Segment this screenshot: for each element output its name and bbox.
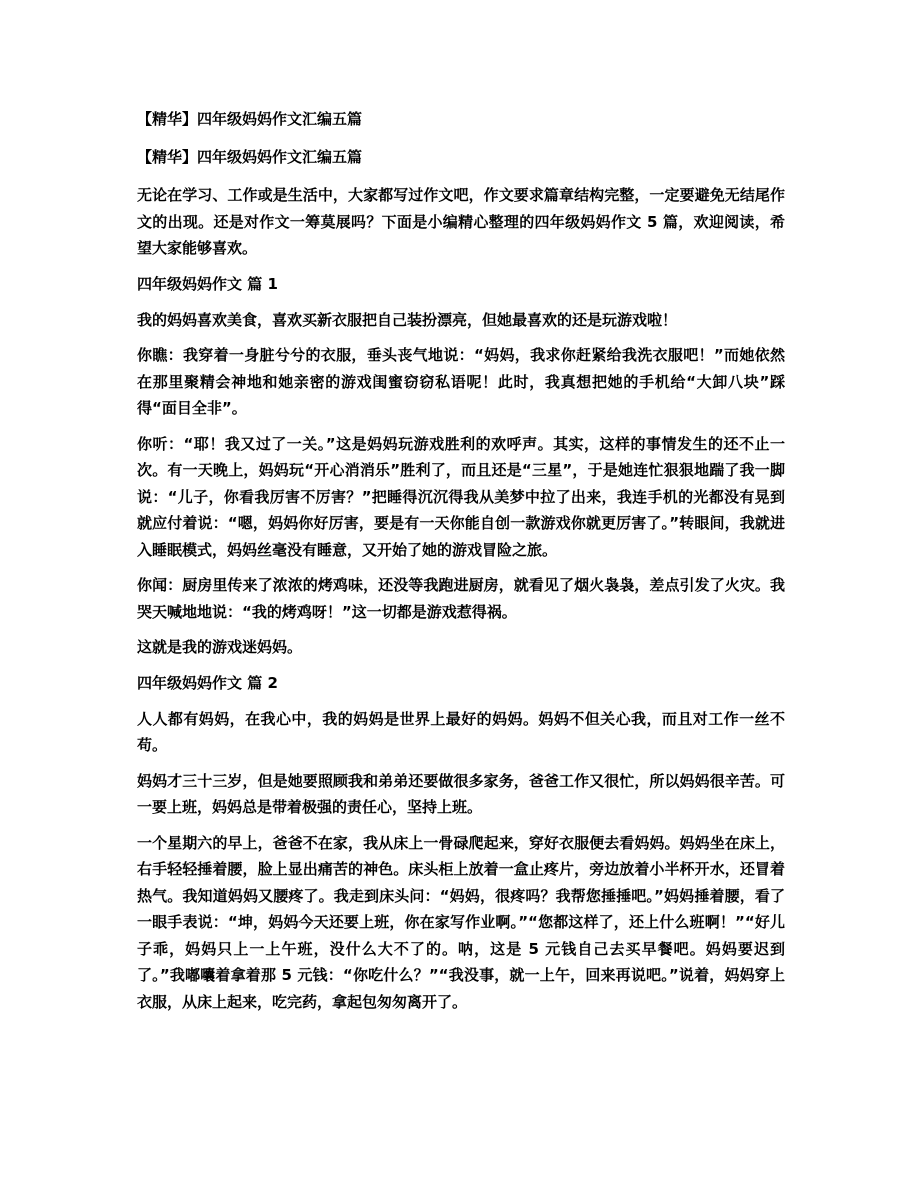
document-page (137, 106, 785, 1024)
essay-2-heading: 四年级妈妈作文 篇 2 (137, 673, 278, 692)
essay-1-paragraph: 你听：“耶！我又过了一关。”这是妈妈玩游戏胜利的欢呼声。其实，这样的事情发生的还不止一次。有一天晚上，妈妈玩“开心消消乐”胜利了，而且还是“三星”，于是她连忙狠狠地踹了我一脚说：“儿子，你看我厉害不厉害？”把睡得沉沉得我从美梦中拉了出来，我连手机的光都没有晃到就应付着说：“嗯，妈妈你好厉害，要是有一天你能自创一款游戏你就更厉害了。”转眼间，我就进入睡眠模式，妈妈丝毫没有睡意，又开始了她的游戏冒险之旅。 (137, 434, 785, 559)
essay-2-paragraph: 人人都有妈妈，在我心中，我的妈妈是世界上最好的妈妈。妈妈不但关心我，而且对工作一丝不苟。 (137, 709, 785, 754)
intro-paragraph: 无论在学习、工作或是生活中，大家都写过作文吧，作文要求篇章结构完整，一定要避免无结尾作文的出现。还是对作文一筹莫展吗？下面是小编精心整理的四年级妈妈作文 5 篇，欢迎阅读，希望大家能够喜欢。 (137, 186, 785, 257)
essay-2-paragraph: 一个星期六的早上，爸爸不在家，我从床上一骨碌爬起来，穿好衣服便去看妈妈。妈妈坐在床上，右手轻轻捶着腰，脸上显出痛苦的神色。床头柜上放着一盒止疼片，旁边放着小半杯开水，还冒着热气。我知道妈妈又腰疼了。我走到床头问：“妈妈，很疼吗？我帮您捶捶吧。”妈妈捶着腰，看了一眼手表说：“坤，妈妈今天还要上班，你在家写作业啊。”“您都这样了，还上什么班啊！”“好儿子乖，妈妈只上一上午班，没什么大不了的。呐，这是 5 元钱自己去买早餐吧。妈妈要迟到了。”我嘟囔着拿着那 5 元钱：“你吃什么？”“我没事，就一上午，回来再说吧。”说着，妈妈穿上衣服，从床上起来，吃完药，拿起包匆匆离开了。 (137, 833, 785, 1011)
essay-1-heading: 四年级妈妈作文 篇 1 (137, 274, 278, 293)
essay-1-paragraph: 我的妈妈喜欢美食，喜欢买新衣服把自己装扮漂亮，但她最喜欢的还是玩游戏啦！ (137, 310, 678, 329)
document-subtitle: 【精华】四年级妈妈作文汇编五篇 (137, 148, 363, 166)
essay-2-paragraph: 妈妈才三十三岁，但是她要照顾我和弟弟还要做很多家务，爸爸工作又很忙，所以妈妈很辛苦。可一要上班，妈妈总是带着极强的责任心，坚持上班。 (137, 771, 785, 816)
essay-1-paragraph: 你闻：厨房里传来了浓浓的烤鸡味，还没等我跑进厨房，就看见了烟火袅袅，差点引发了火灾。我哭天喊地地说：“我的烤鸡呀！”这一切都是游戏惹得祸。 (137, 576, 785, 621)
essay-1-paragraph: 你瞧：我穿着一身脏兮兮的衣服，垂头丧气地说：“妈妈，我求你赶紧给我洗衣服吧！”而她依然在那里聚精会神地和她亲密的游戏闺蜜窃窃私语呢！此时，我真想把她的手机给“大卸八块”踩得“面目全非”。 (137, 346, 785, 417)
essay-1-paragraph: 这就是我的游戏迷妈妈。 (137, 638, 303, 656)
document-title: 【精华】四年级妈妈作文汇编五篇 (137, 110, 363, 128)
